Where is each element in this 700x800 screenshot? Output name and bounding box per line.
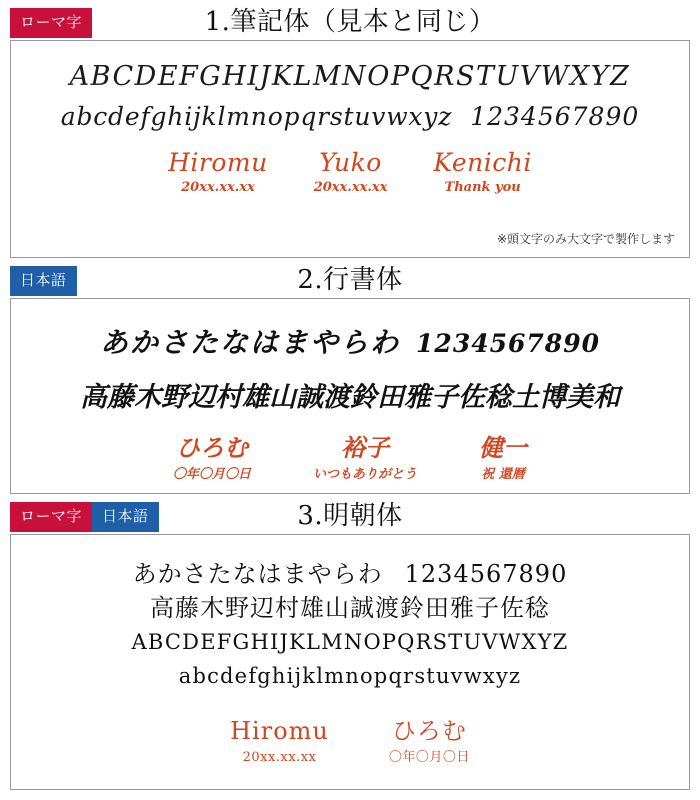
alphabet-lowercase: abcdefghijklmnopqrstuvwxyz bbox=[178, 664, 522, 688]
tag-group bbox=[10, 266, 77, 296]
sample-subtext: 20xx.xx.xx bbox=[313, 180, 388, 195]
sample-subtext: 20xx.xx.xx bbox=[242, 750, 317, 765]
font-block-script bbox=[10, 6, 690, 258]
alphabet-lowercase-row bbox=[27, 102, 673, 131]
sample-name: Yuko bbox=[319, 148, 382, 177]
sample-panel bbox=[10, 40, 690, 258]
sample-subtext: 20xx.xx.xx bbox=[181, 180, 255, 195]
numerals: 1234567890 bbox=[416, 329, 600, 358]
block-title: 2.行書体 bbox=[297, 265, 403, 295]
name-sample bbox=[479, 434, 527, 484]
sample-subtext: Thank you bbox=[444, 180, 521, 195]
name-sample-group bbox=[27, 717, 673, 767]
font-block-gyosho bbox=[10, 264, 690, 494]
kana-line: あかさたなはまやらわ bbox=[100, 326, 401, 359]
sample-panel bbox=[10, 298, 690, 494]
kana-row bbox=[27, 321, 673, 361]
block-header bbox=[10, 264, 690, 298]
sample-subtext: 〇年〇月〇日 bbox=[172, 467, 251, 482]
name-sample bbox=[433, 149, 532, 197]
tag-japanese: 日本語 bbox=[10, 266, 77, 296]
tag-japanese: 日本語 bbox=[92, 502, 159, 532]
tag-group bbox=[10, 8, 92, 38]
numerals: 1234567890 bbox=[470, 102, 640, 131]
name-sample bbox=[313, 434, 417, 484]
name-sample bbox=[314, 149, 388, 197]
name-sample-group bbox=[27, 434, 673, 484]
block-header bbox=[10, 6, 690, 40]
sample-name: ひろむ bbox=[391, 717, 467, 745]
sample-name: Hiromu bbox=[168, 148, 268, 177]
sample-subtext: 〇年〇月〇日 bbox=[388, 750, 470, 765]
sample-subtext: 祝 還暦 bbox=[481, 467, 525, 482]
sample-subtext: いつもありがとう bbox=[313, 467, 418, 482]
tag-romaji: ローマ字 bbox=[10, 502, 92, 532]
alphabet-lowercase: abcdefghijklmnopqrstuvwxyz bbox=[60, 102, 453, 131]
sample-name: 裕子 bbox=[341, 433, 389, 462]
tag-group bbox=[10, 502, 159, 532]
name-sample bbox=[173, 434, 251, 484]
block-title: 3.明朝体 bbox=[297, 501, 403, 531]
name-sample bbox=[389, 717, 470, 767]
name-sample bbox=[230, 717, 329, 767]
name-sample bbox=[168, 149, 268, 197]
sample-panel bbox=[10, 534, 690, 790]
block-note: ※頭文字のみ大文字で製作します bbox=[496, 232, 675, 246]
kanji-line: 高藤木野辺村雄山誠渡鈴田雅子佐稔 bbox=[150, 594, 550, 622]
font-block-mincho bbox=[10, 500, 690, 790]
sample-name: Kenichi bbox=[433, 148, 532, 177]
kanji-line: 高藤木野辺村雄山誠渡鈴田雅子佐稔土博美和 bbox=[80, 382, 620, 413]
kana-row bbox=[27, 557, 673, 591]
block-header bbox=[10, 500, 690, 534]
alphabet-uppercase: ABCDEFGHIJKLMNOPQRSTUVWXYZ bbox=[131, 630, 569, 654]
numerals: 1234567890 bbox=[404, 560, 568, 588]
sample-name: ひろむ bbox=[175, 433, 248, 462]
tag-romaji: ローマ字 bbox=[10, 8, 92, 38]
sample-name: Hiromu bbox=[230, 717, 329, 745]
name-sample-group bbox=[27, 149, 673, 197]
kana-line: あかさたなはまやらわ bbox=[132, 560, 383, 588]
sample-name: 健一 bbox=[479, 433, 528, 462]
block-title: 1.筆記体（見本と同じ） bbox=[204, 7, 496, 37]
alphabet-uppercase: ABCDEFGHIJKLMNOPQRSTUVWXYZ bbox=[69, 61, 631, 92]
